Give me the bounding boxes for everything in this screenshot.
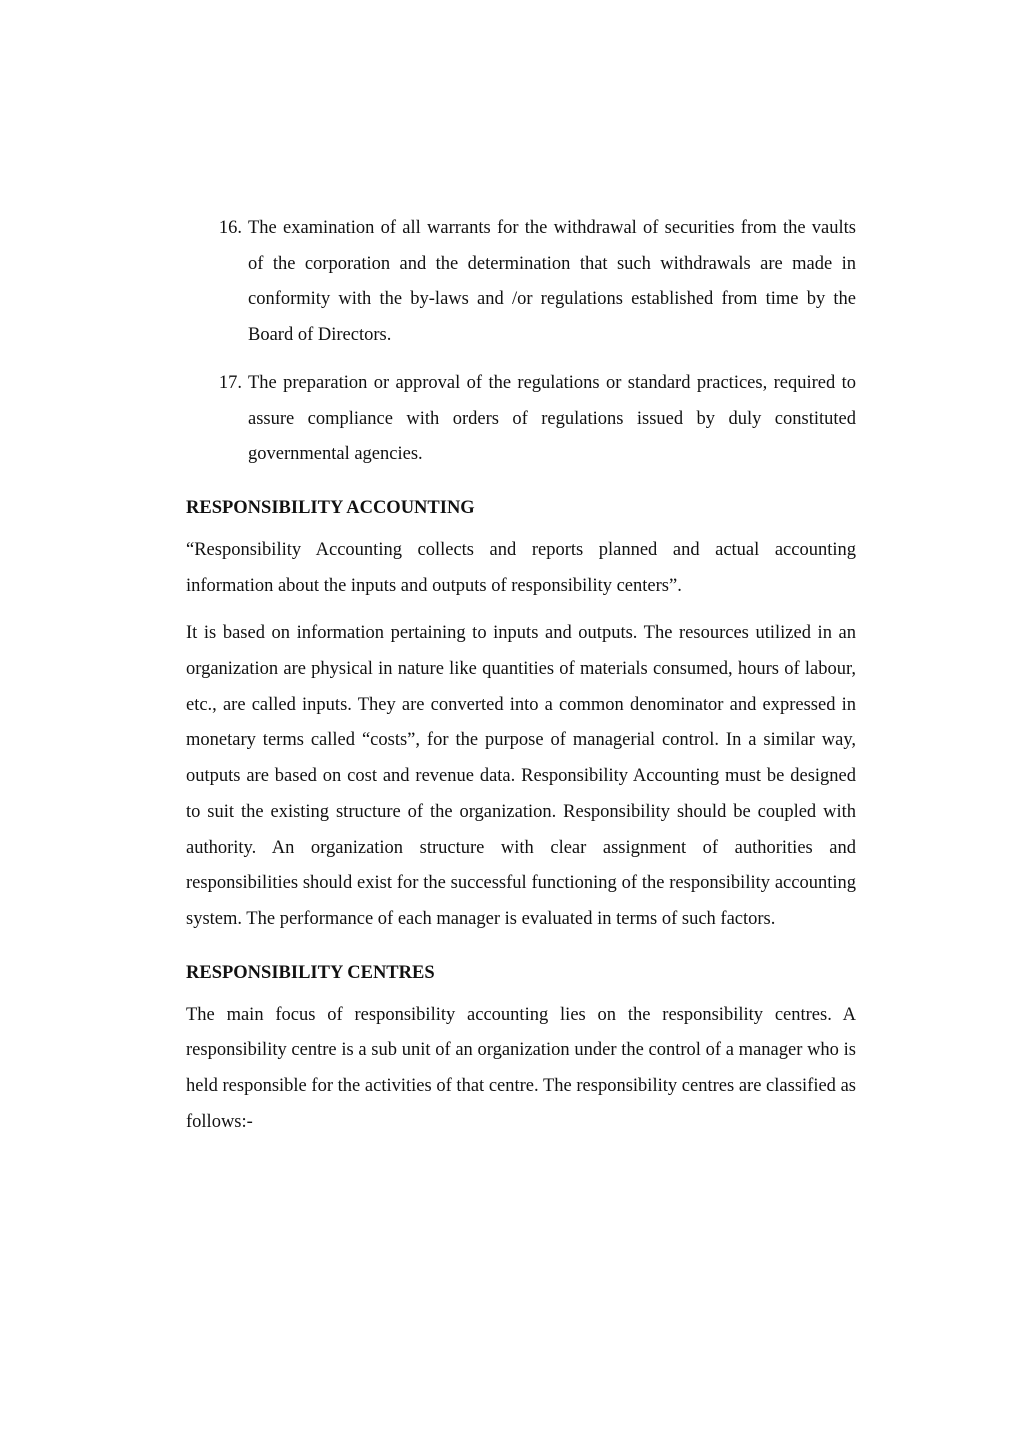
section-heading-responsibility-centres: RESPONSIBILITY CENTRES	[186, 962, 435, 983]
list-item-16	[186, 211, 856, 354]
body-paragraph: It is based on information pertaining to inputs and outputs. The resources utilized in an organization are physical in nature like quantities of materials consumed, hours of labour, etc., are called inputs. They are converted into a common denominator and expressed in monetary terms called “costs”, for the purpose of managerial control. In a similar way, outputs are based on cost and revenue data. Responsibility Accounting must be designed to suit the existing structure of the organization. Responsibility should be coupled with authority. An organization structure with clear assignment of authorities and responsibilities should exist for the successful functioning of the responsibility accounting system. The performance of each manager is evaluated in terms of such factors.	[186, 623, 856, 929]
section-heading-responsibility-accounting: RESPONSIBILITY ACCOUNTING	[186, 497, 475, 518]
list-number: 17.	[218, 372, 242, 393]
list-text: The preparation or approval of the regulations or standard practices, required to assure compliance with orders of regulations issued by duly constituted governmental agencies.	[248, 372, 856, 465]
body-paragraph: The main focus of responsibility accounting lies on the responsibility centres. A responsibility centre is a sub unit of an organization under the control of a manager who is held responsible for the activities of that centre. The responsibility centres are classified as follows:-	[186, 1004, 856, 1132]
list-text: The examination of all warrants for the withdrawal of securities from the vaults of the corporation and the determination that such withdrawals are made in conformity with the by-laws and /or regulations established from time by the Board of Directors.	[248, 218, 856, 346]
definition-quote: “Responsibility Accounting collects and reports planned and actual accounting information about the inputs and outputs of responsibility centers”.	[186, 539, 856, 596]
document-page	[186, 211, 856, 1152]
list-item-17	[186, 366, 856, 473]
list-number: 16.	[218, 218, 242, 238]
